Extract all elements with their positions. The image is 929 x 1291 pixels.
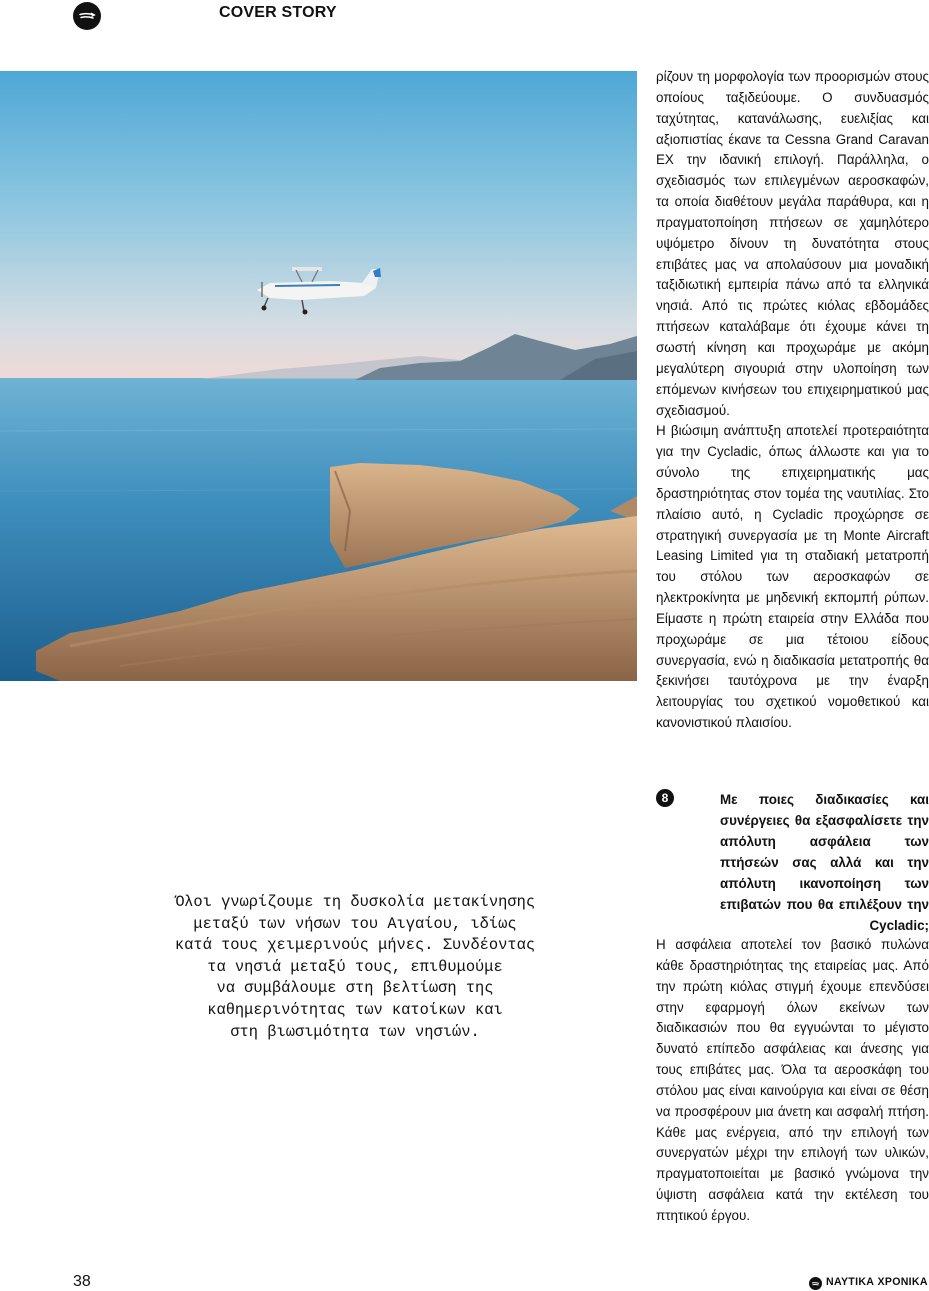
article-paragraph: Η βιώσιμη ανάπτυξη αποτελεί προτεραιότητα για την Cycladic, όπως άλλωστε και για το σύνολο της επιχειρηματικής μας δραστηριότητας στον τομέα της ναυτιλίας. Στο πλαίσιο αυτό, η Cycladic προχώρησε σε στρατηγική συνεργασία με τη Monte Aircraft Leasing Limited για τη σταδιακή μετατροπή του στόλου των αεροσκαφών σε ηλεκτροκίνητα με μηδενική εκπομπή ρύπων. Είμαστε η πρώτη εταιρεία στην Ελλάδα που προχωράμε σε μια τέτοιου είδους συνεργασία, ενώ η διαδικασία μετατροπής θα ξεκινήσει ταυτόχρονα με την έναρξη λειτουργίας του σχετικού νομοθετικού και κανονιστικού πλαισίου. (656, 423, 929, 731)
interview-answer: Η ασφάλεια αποτελεί τον βασικό πυλώνα κάθε δραστηριότητας της εταιρείας μας. Από την πρώτη κιόλας στιγμή έχουμε επενδύσει στην εφαρμογή όλων εκείνων των διαδικασιών που θα εγγυώνται το μέγιστο δυνατό επίπεδο ασφάλειας και άνεσης για τους επιβάτες μας. Όλα τα αεροσκάφη του στόλου μας είναι καινούργια και είναι σε θέση να προσφέρουν μια άνετη και ασφαλή πτήση. Κάθε μας ενέργεια, από την επιλογή των συνεργατών μέχρι την επιλογή των υλικών, πραγματοποιείται με βασικό γνώμονα την ύψιστη ασφάλεια κατά την εκτέλεση του πτητικού έργου. (656, 937, 929, 1223)
section-label: COVER STORY (219, 4, 337, 21)
publication-name: ΝΑΥΤΙΚΑ ΧΡΟΝΙΚΑ (826, 1276, 928, 1288)
publication-logo-icon (809, 1277, 822, 1290)
pull-quote: Όλοι γνωρίζουμε τη δυσκολία μετακίνησης μεταξύ των νήσων του Αιγαίου, ιδίως κατά τους χειμερινούς μήνες. Συνδέοντας τα νησιά μεταξύ τους, επιθυμούμε να συμβάλουμε στη βελτίωση της καθημερινότητας των κατοίκων και στη βιωσιμότητα των νησιών. (174, 893, 536, 1041)
cover-photo (0, 71, 637, 681)
article-paragraph: ρίζουν τη μορφολογία των προορισμών στους οποίους ταξιδεύουμε. Ο συνδυασμός ταχύτητας, κατανάλωσης, ευελιξίας και αξιοπιστίας έκανε τα Cessna Grand Caravan EX την ιδανική επιλογή. Παράλληλα, ο σχεδιασμός των επιλεγμένων αεροσκαφών, τα οποία διαθέτουν μεγάλα παράθυρα, και η πραγματοποίηση πτήσεων σε χαμηλότερο υψόμετρο δίνουν τη δυνατότητα στους επιβάτες μας να απολαύσουν μια μοναδική ταξιδιωτική εμπειρία πάνω από τα ελληνικά νησιά. Από τις πρώτες κιόλας εβδομάδες πτήσεων καταλάβαμε ότι έχουμε κάνει τη σωστή κίνηση και προχωράμε με ακόμη μεγαλύτερη σιγουριά στην υλοποίηση των επόμενων κινήσεων του επιχειρηματικού μας σχεδιασμού. (656, 69, 929, 418)
magazine-logo-icon (73, 2, 101, 30)
article-body (656, 67, 929, 734)
page-number: 38 (73, 1273, 91, 1290)
question-number-badge (656, 789, 674, 807)
interview-question: Με ποιες διαδικασίες και συνέργειες θα εξασφαλίσετε την απόλυτη ασφάλεια των πτήσεών σας αλλά και την απόλυτη ικανοποίηση των επιβατών που θα επιλέξουν την Cycladic; (720, 792, 929, 933)
question-number: 8 (661, 791, 669, 805)
